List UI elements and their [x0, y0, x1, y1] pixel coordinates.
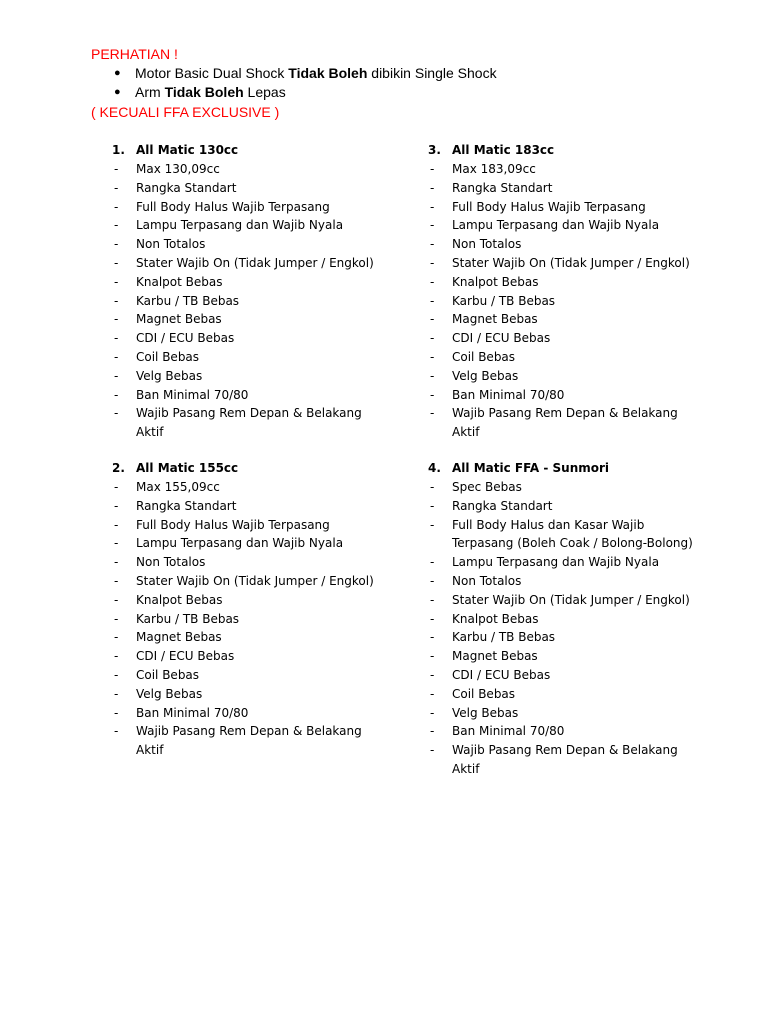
dash-marker: - — [430, 199, 435, 214]
rule-item-text: Full Body Halus dan Kasar Wajib Terpasang (Boleh Coak / Bolong-Bolong) — [452, 517, 693, 551]
rule-item — [92, 160, 382, 179]
rule-item — [408, 160, 698, 179]
rule-item — [92, 254, 382, 273]
rule-item-text: CDI / ECU Bebas — [452, 667, 551, 682]
rule-item — [408, 310, 698, 329]
rule-item-text: Full Body Halus Wajib Terpasang — [452, 199, 646, 214]
rule-item-text: Knalpot Bebas — [136, 274, 223, 289]
dash-marker: - — [430, 630, 435, 645]
rule-item — [92, 235, 382, 254]
rule-item — [408, 666, 698, 685]
rule-item-text: Max 130,09cc — [136, 162, 220, 176]
rule-item-text: Ban Minimal 70/80 — [136, 705, 249, 720]
rule-item-text: Lampu Terpasang dan Wajib Nyala — [136, 218, 344, 233]
rule-item-text: Karbu / TB Bebas — [136, 293, 240, 308]
rule-item — [92, 647, 382, 666]
section-number: 3. — [428, 143, 441, 157]
dash-marker: - — [114, 573, 119, 588]
rule-item-text: Karbu / TB Bebas — [452, 293, 556, 308]
dash-marker: - — [430, 724, 435, 739]
rule-item — [408, 329, 698, 348]
notice-emphasis: Tidak Boleh — [164, 84, 244, 100]
rule-item-text: Max 155,09cc — [136, 480, 220, 494]
rule-item-text: Rangka Standart — [136, 180, 237, 195]
rule-item — [408, 610, 698, 629]
rule-item-text: Wajib Pasang Rem Depan & Belakang Aktif — [136, 406, 362, 440]
notice-text: Motor Basic Dual Shock — [135, 65, 289, 81]
rule-item — [92, 348, 382, 367]
dash-marker: - — [114, 406, 119, 421]
rule-item — [92, 685, 382, 704]
dash-marker: - — [430, 274, 435, 289]
class-section-183cc — [408, 141, 698, 442]
rule-item-text: CDI / ECU Bebas — [452, 331, 551, 346]
dash-marker: - — [430, 743, 435, 758]
dash-marker: - — [114, 536, 119, 551]
rule-item — [408, 273, 698, 292]
rule-item — [408, 404, 698, 442]
class-section-155cc — [92, 459, 382, 760]
dash-marker: - — [430, 368, 435, 383]
rule-item-text: Max 183,09cc — [452, 162, 536, 176]
rule-item-text: Knalpot Bebas — [452, 274, 539, 289]
section-title-text: All Matic 155cc — [136, 461, 239, 475]
dash-marker: - — [430, 705, 435, 720]
dash-marker: - — [114, 293, 119, 308]
notice-line-arm — [91, 83, 497, 102]
rule-item-text: Non Totalos — [452, 237, 522, 252]
rule-item — [408, 553, 698, 572]
dash-marker: - — [430, 255, 435, 270]
rule-item-text: Karbu / TB Bebas — [136, 611, 240, 626]
dash-marker: - — [430, 406, 435, 421]
rule-item — [92, 722, 382, 760]
section-title-text: All Matic 183cc — [452, 143, 555, 157]
rule-item-text: Lampu Terpasang dan Wajib Nyala — [452, 555, 660, 570]
class-section-130cc — [92, 141, 382, 442]
rule-item — [92, 666, 382, 685]
rule-item — [408, 628, 698, 647]
rule-item — [92, 704, 382, 723]
section-title — [408, 141, 698, 160]
rule-item — [92, 329, 382, 348]
rule-item-text: Rangka Standart — [452, 498, 553, 513]
rule-item-text: Full Body Halus Wajib Terpasang — [136, 199, 330, 214]
rule-item — [92, 179, 382, 198]
rule-item — [92, 386, 382, 405]
class-section-ffa-sunmori — [408, 459, 698, 779]
dash-marker: - — [114, 180, 119, 195]
dash-marker: - — [430, 218, 435, 233]
rule-item-text: Rangka Standart — [136, 498, 237, 513]
rule-item-text: Stater Wajib On (Tidak Jumper / Engkol) — [136, 573, 374, 588]
rule-item — [92, 478, 382, 497]
dash-marker: - — [430, 555, 435, 570]
rule-item — [92, 273, 382, 292]
rule-item — [408, 216, 698, 235]
rule-item-text: Velg Bebas — [136, 368, 203, 383]
rule-item — [408, 254, 698, 273]
rule-item — [408, 235, 698, 254]
rule-item — [92, 198, 382, 217]
dash-marker: - — [114, 480, 119, 494]
notice-title: PERHATIAN ! — [91, 46, 178, 62]
rule-item — [408, 741, 698, 779]
rule-item — [92, 404, 382, 442]
rule-item — [92, 572, 382, 591]
dash-marker: - — [114, 667, 119, 682]
rule-item-text: Ban Minimal 70/80 — [136, 387, 249, 402]
rule-item-text: Ban Minimal 70/80 — [452, 724, 565, 739]
rule-item — [408, 198, 698, 217]
dash-marker: - — [114, 255, 119, 270]
rule-item-text: CDI / ECU Bebas — [136, 331, 235, 346]
dash-marker: - — [430, 180, 435, 195]
section-number: 1. — [112, 143, 125, 157]
rule-item-text: Velg Bebas — [452, 368, 519, 383]
dash-marker: - — [114, 331, 119, 346]
dash-marker: - — [114, 724, 119, 739]
dash-marker: - — [114, 312, 119, 327]
dash-marker: - — [114, 611, 119, 626]
section-title — [92, 141, 382, 160]
dash-marker: - — [114, 162, 119, 176]
rule-item — [408, 292, 698, 311]
rule-item-text: Magnet Bebas — [136, 312, 222, 327]
dash-marker: - — [114, 349, 119, 364]
notice-text: dibikin Single Shock — [367, 65, 497, 81]
rule-item-text: Magnet Bebas — [452, 649, 538, 664]
dash-marker: - — [430, 162, 435, 176]
rule-item — [408, 704, 698, 723]
dash-marker: - — [114, 368, 119, 383]
rule-item — [92, 497, 382, 516]
rule-item — [92, 591, 382, 610]
rule-item-text: Stater Wajib On (Tidak Jumper / Engkol) — [136, 255, 374, 270]
dash-marker: - — [430, 237, 435, 252]
rule-item-text: Knalpot Bebas — [136, 592, 223, 607]
rule-item-text: Wajib Pasang Rem Depan & Belakang Aktif — [452, 743, 678, 776]
section-number: 4. — [428, 461, 441, 475]
bullet-icon: ● — [114, 67, 121, 79]
dash-marker: - — [430, 667, 435, 682]
section-title — [408, 459, 698, 478]
dash-marker: - — [114, 686, 119, 701]
rule-item — [92, 534, 382, 553]
dash-marker: - — [430, 498, 435, 513]
rule-item — [92, 628, 382, 647]
rule-item — [92, 553, 382, 572]
rule-item-text: Full Body Halus Wajib Terpasang — [136, 517, 330, 532]
dash-marker: - — [114, 517, 119, 532]
rule-item-text: Karbu / TB Bebas — [452, 630, 556, 645]
dash-marker: - — [114, 498, 119, 513]
section-title — [92, 459, 382, 478]
notice-block — [91, 44, 497, 122]
dash-marker: - — [114, 387, 119, 402]
rule-item-text: Non Totalos — [136, 237, 206, 252]
rule-item — [408, 179, 698, 198]
rule-item-text: Knalpot Bebas — [452, 611, 539, 626]
rule-item-text: Coil Bebas — [136, 667, 200, 682]
rule-item-text: Velg Bebas — [136, 686, 203, 701]
dash-marker: - — [114, 649, 119, 664]
rule-item-text: Velg Bebas — [452, 705, 519, 720]
rule-item-text: Coil Bebas — [452, 686, 516, 701]
rule-item-text: Ban Minimal 70/80 — [452, 387, 565, 402]
section-number: 2. — [112, 461, 125, 475]
notice-text: Lepas — [243, 84, 286, 100]
rule-item — [408, 348, 698, 367]
rule-item-text: Stater Wajib On (Tidak Jumper / Engkol) — [452, 592, 690, 607]
rule-item — [92, 292, 382, 311]
rule-item-text: CDI / ECU Bebas — [136, 649, 235, 664]
dash-marker: - — [430, 592, 435, 607]
rule-item — [92, 610, 382, 629]
notice-emphasis: Tidak Boleh — [288, 65, 368, 81]
rule-item-text: Stater Wajib On (Tidak Jumper / Engkol) — [452, 255, 690, 270]
rule-item — [92, 516, 382, 535]
notice-line-single-shock — [91, 64, 497, 83]
rule-item — [408, 647, 698, 666]
rule-item-text: Magnet Bebas — [136, 630, 222, 645]
dash-marker: - — [430, 573, 435, 588]
rule-item-text: Rangka Standart — [452, 180, 553, 195]
rule-item — [408, 685, 698, 704]
rule-item-text: Lampu Terpasang dan Wajib Nyala — [136, 536, 344, 551]
rule-item — [408, 478, 698, 497]
rule-item-text: Lampu Terpasang dan Wajib Nyala — [452, 218, 660, 233]
dash-marker: - — [430, 517, 435, 532]
rule-item-text: Non Totalos — [452, 573, 522, 588]
rule-item-text: Non Totalos — [136, 555, 206, 570]
dash-marker: - — [114, 218, 119, 233]
dash-marker: - — [114, 630, 119, 645]
rule-item — [408, 722, 698, 741]
dash-marker: - — [430, 293, 435, 308]
dash-marker: - — [430, 331, 435, 346]
dash-marker: - — [430, 387, 435, 402]
dash-marker: - — [430, 649, 435, 664]
rule-item — [408, 497, 698, 516]
rule-item-text: Wajib Pasang Rem Depan & Belakang Aktif — [136, 724, 362, 758]
dash-marker: - — [430, 349, 435, 364]
dash-marker: - — [430, 611, 435, 626]
rule-item — [408, 591, 698, 610]
notice-text: Arm — [135, 84, 165, 100]
rule-item — [92, 367, 382, 386]
rule-item-text: Coil Bebas — [452, 349, 516, 364]
section-title-text: All Matic 130cc — [136, 143, 239, 157]
dash-marker: - — [114, 592, 119, 607]
section-title-text: All Matic FFA - Sunmori — [452, 461, 610, 475]
rule-item — [92, 310, 382, 329]
dash-marker: - — [430, 312, 435, 327]
bullet-icon: ● — [114, 86, 121, 98]
dash-marker: - — [114, 237, 119, 252]
rule-item-text: Wajib Pasang Rem Depan & Belakang Aktif — [452, 406, 678, 440]
rule-item — [408, 572, 698, 591]
rule-item-text: Coil Bebas — [136, 349, 200, 364]
dash-marker: - — [430, 480, 435, 494]
dash-marker: - — [114, 705, 119, 720]
rule-item — [408, 386, 698, 405]
dash-marker: - — [114, 199, 119, 214]
rule-item — [408, 516, 698, 554]
dash-marker: - — [114, 274, 119, 289]
rule-item — [92, 216, 382, 235]
rule-item-text: Magnet Bebas — [452, 312, 538, 327]
exception-note: ( KECUALI FFA EXCLUSIVE ) — [91, 104, 280, 120]
dash-marker: - — [114, 555, 119, 570]
rule-item — [408, 367, 698, 386]
rule-item-text: Spec Bebas — [452, 480, 522, 494]
dash-marker: - — [430, 686, 435, 701]
